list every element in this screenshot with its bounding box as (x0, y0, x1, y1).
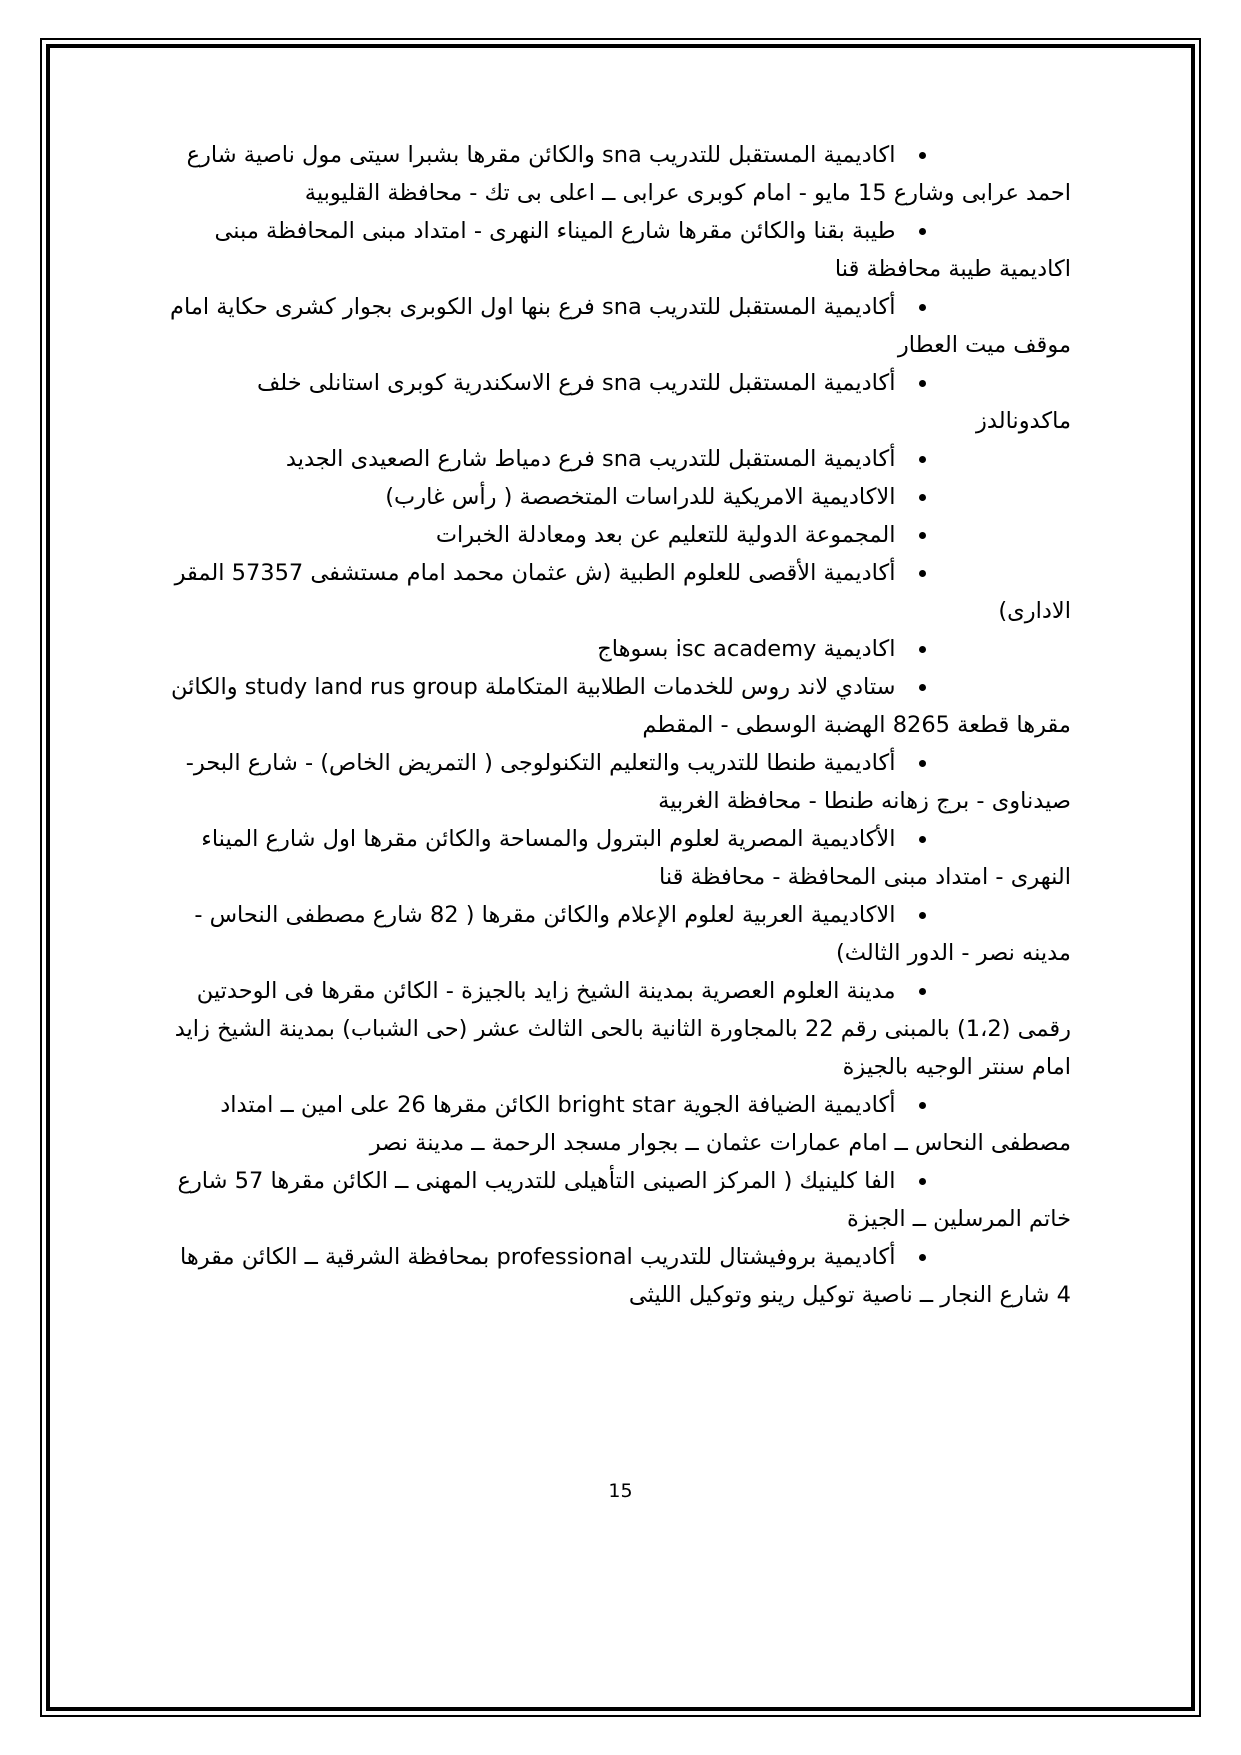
list-item: • أكاديمية بروفيشتال للتدريب professional بمحافظة الشرقية ــ الكائن مقرها 4 شارع النجار ــ ناصية توكيل رينو وتوكيل الليثى (170, 1238, 1071, 1314)
page-content (170, 136, 1071, 1314)
list-item: • المجموعة الدولية للتعليم عن بعد ومعادلة الخبرات (170, 516, 1071, 554)
list-item: • طيبة بقنا والكائن مقرها شارع الميناء النهرى - امتداد مبنى المحافظة مبنى اكاديمية طيبة محافظة قنا (170, 212, 1071, 288)
academy-list (170, 136, 1071, 1314)
list-item: • ستادي لاند روس للخدمات الطلابية المتكاملة study land rus group والكائن مقرها قطعة 8265 الهضبة الوسطى - المقطم (170, 668, 1071, 744)
page-border-inner (46, 44, 1195, 1711)
list-item: • اكاديمية isc academy بسوهاج (170, 630, 1071, 668)
list-item: • الأكاديمية المصرية لعلوم البترول والمساحة والكائن مقرها اول شارع الميناء النهرى - امتداد مبنى المحافظة - محافظة قنا (170, 820, 1071, 896)
page-number: 15 (608, 1480, 633, 1502)
list-item: • أكاديمية طنطا للتدريب والتعليم التكنولوجى ( التمريض الخاص) - شارع البحر- صيدناوى - برج زهانه طنطا - محافظة الغربية (170, 744, 1071, 820)
list-item: • الاكاديمية الامريكية للدراسات المتخصصة ( رأس غارب) (170, 478, 1071, 516)
list-item: • أكاديمية الأقصى للعلوم الطبية (ش عثمان محمد امام مستشفى 57357 المقر الادارى) (170, 554, 1071, 630)
list-item: • اكاديمية المستقبل للتدريب sna والكائن مقرها بشبرا سيتى مول ناصية شارع احمد عرابى وشارع 15 مايو - امام كوبرى عرابى ــ اعلى بى تك - محافظة القليوبية (170, 136, 1071, 212)
page-border-outer (40, 38, 1201, 1717)
list-item: • الاكاديمية العربية لعلوم الإعلام والكائن مقرها ( 82 شارع مصطفى النحاس - مدينه نصر - الدور الثالث) (170, 896, 1071, 972)
list-item: • أكاديمية المستقبل للتدريب sna فرع دمياط شارع الصعيدى الجديد (170, 440, 1071, 478)
list-item: • أكاديمية المستقبل للتدريب sna فرع الاسكندرية كوبرى استانلى خلف ماكدونالدز (170, 364, 1071, 440)
list-item: • الفا كلينيك ( المركز الصينى التأهيلى للتدريب المهنى ــ الكائن مقرها 57 شارع خاتم المرسلين ــ الجيزة (170, 1162, 1071, 1238)
list-item: • مدينة العلوم العصرية بمدينة الشيخ زايد بالجيزة - الكائن مقرها فى الوحدتين رقمى (1،2) بالمبنى رقم 22 بالمجاورة الثانية بالحى الثالث عشر (حى الشباب) بمدينة الشيخ زايد امام سنتر الوجيه بالجيزة (170, 972, 1071, 1086)
list-item: • أكاديمية المستقبل للتدريب sna فرع بنها اول الكوبرى بجوار كشرى حكاية امام موقف ميت العطار (170, 288, 1071, 364)
list-item: • أكاديمية الضيافة الجوية bright star الكائن مقرها 26 على امين ــ امتداد مصطفى النحاس ــ امام عمارات عثمان ــ بجوار مسجد الرحمة ــ مدينة نصر (170, 1086, 1071, 1162)
